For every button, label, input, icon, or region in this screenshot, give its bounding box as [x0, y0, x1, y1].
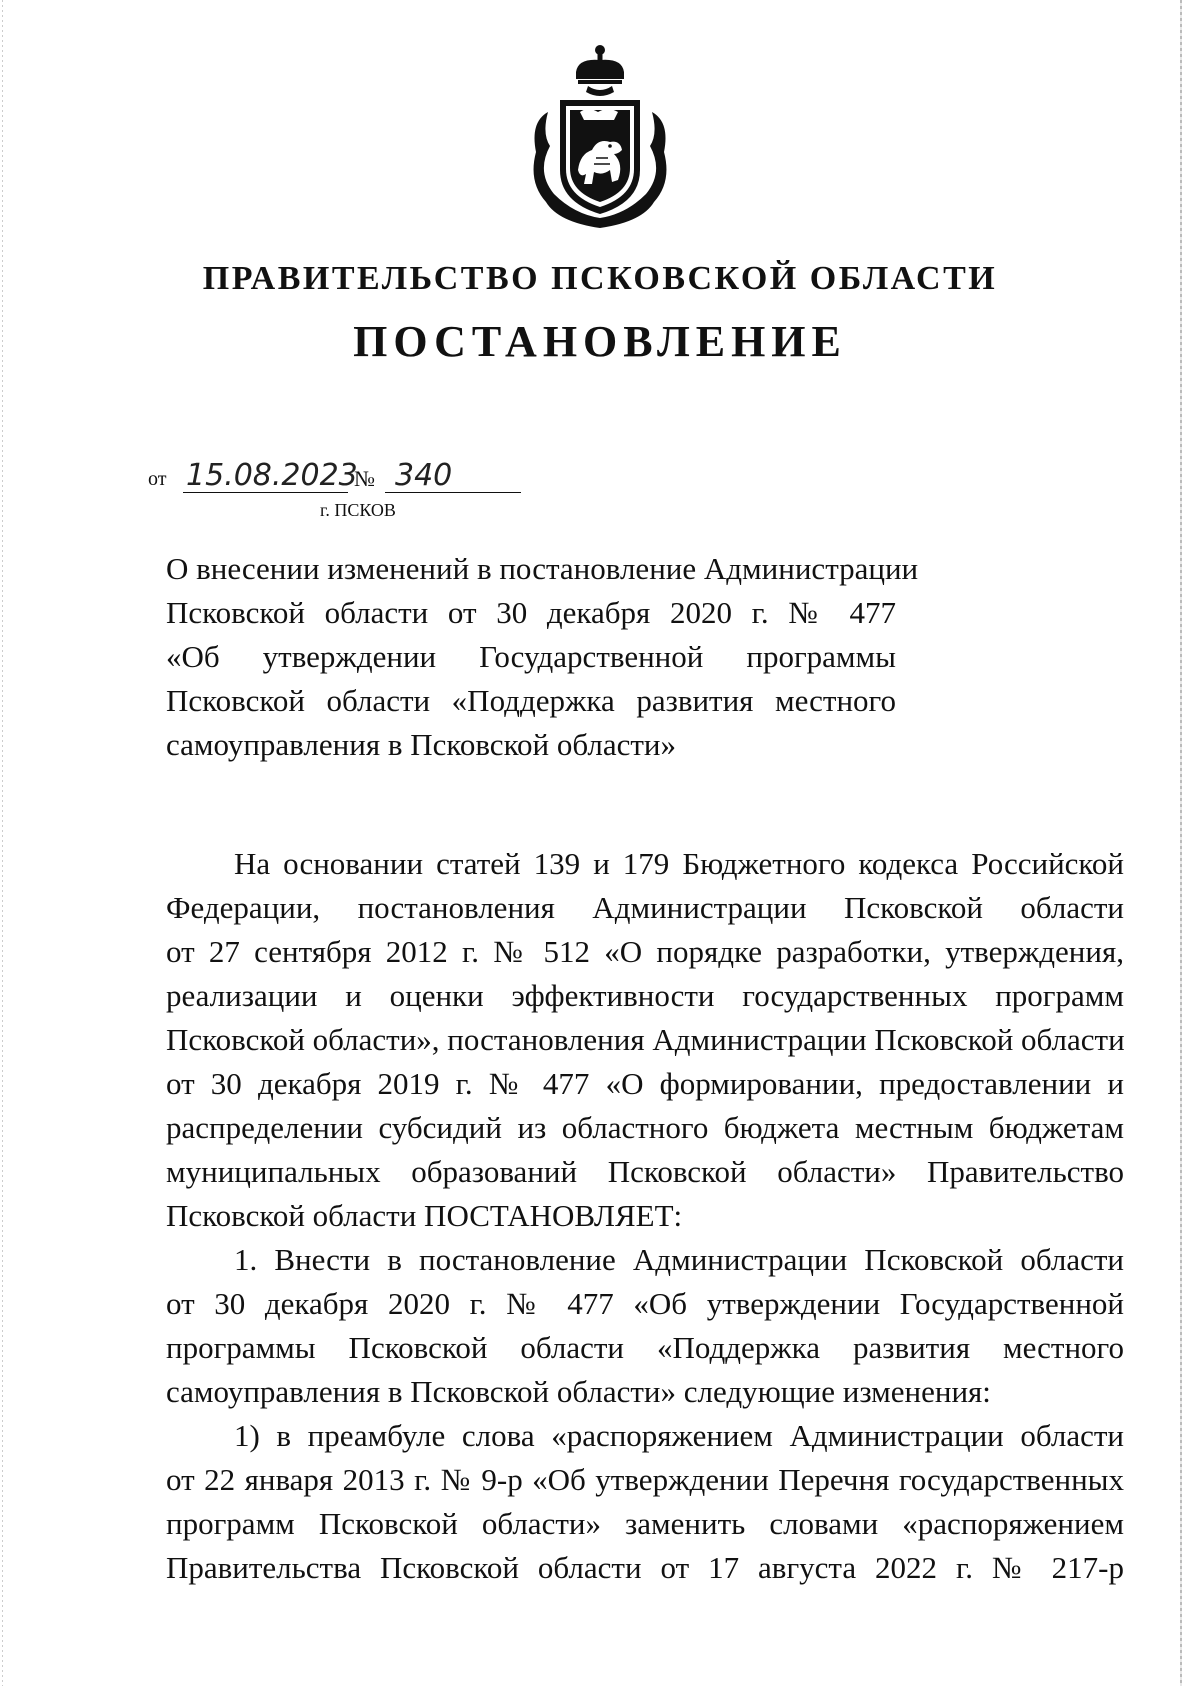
scan-edge-left [2, 0, 3, 1686]
body-line: Псковской области ПОСТАНОВЛЯЕТ: [166, 1198, 683, 1233]
body-line: распределении субсидий из областного бюджета местным бюджетам [166, 1110, 1124, 1145]
body-line: муниципальных образований Псковской области» Правительство [166, 1154, 1124, 1189]
number-underline [385, 492, 521, 493]
body-line: от 30 декабря 2019 г. № 477 «О формировании, предоставлении и [166, 1066, 1124, 1101]
body-text [166, 842, 1124, 1590]
subject-line: О внесении изменений в постановление Администрации [166, 551, 919, 586]
body-line: Псковской области», постановления Администрации Псковской области [166, 1022, 1125, 1057]
subject-line: Псковской области от 30 декабря 2020 г. № 477 [166, 595, 896, 630]
body-line: 1) в преамбуле слова «распоряжением Администрации области [234, 1418, 1124, 1453]
body-line: реализации и оценки эффективности государственных программ [166, 978, 1124, 1013]
body-line: от 27 сентября 2012 г. № 512 «О порядке разработки, утверждения, [166, 934, 1124, 969]
document-type-title: ПОСТАНОВЛЕНИЕ [353, 317, 847, 366]
body-line: На основании статей 139 и 179 Бюджетного кодекса Российской [234, 846, 1124, 881]
subject-line: «Об утверждении Государственной программы [166, 639, 896, 674]
date-prefix: от [148, 468, 167, 490]
issue-city: г. ПСКОВ [320, 500, 396, 520]
body-line: программы Псковской области «Поддержка развития местного [166, 1330, 1124, 1365]
scan-edge-right [1180, 0, 1182, 1686]
body-line: Федерации, постановления Администрации Псковской области [166, 890, 1124, 925]
body-line: самоуправления в Псковской области» следующие изменения: [166, 1374, 991, 1409]
document-date: 15.08.2023 [186, 458, 358, 493]
coat-of-arms-icon [518, 42, 682, 232]
subject-block [166, 547, 919, 767]
subject-line: самоуправления в Псковской области» [166, 727, 677, 762]
date-underline [183, 492, 348, 493]
body-line: программ Псковской области» заменить словами «распоряжением [166, 1506, 1124, 1541]
body-line: Правительства Псковской области от 17 августа 2022 г. № 217-р [166, 1550, 1124, 1585]
subject-line: Псковской области «Поддержка развития местного [166, 683, 896, 718]
body-line: от 30 декабря 2020 г. № 477 «Об утверждении Государственной [166, 1286, 1124, 1321]
number-sign: № [354, 466, 375, 491]
government-title: ПРАВИТЕЛЬСТВО ПСКОВСКОЙ ОБЛАСТИ [202, 260, 998, 297]
body-line: от 22 января 2013 г. № 9-р «Об утверждении Перечня государственных [166, 1462, 1124, 1497]
document-number: 340 [395, 458, 453, 493]
body-line: 1. Внести в постановление Администрации Псковской области [234, 1242, 1124, 1277]
